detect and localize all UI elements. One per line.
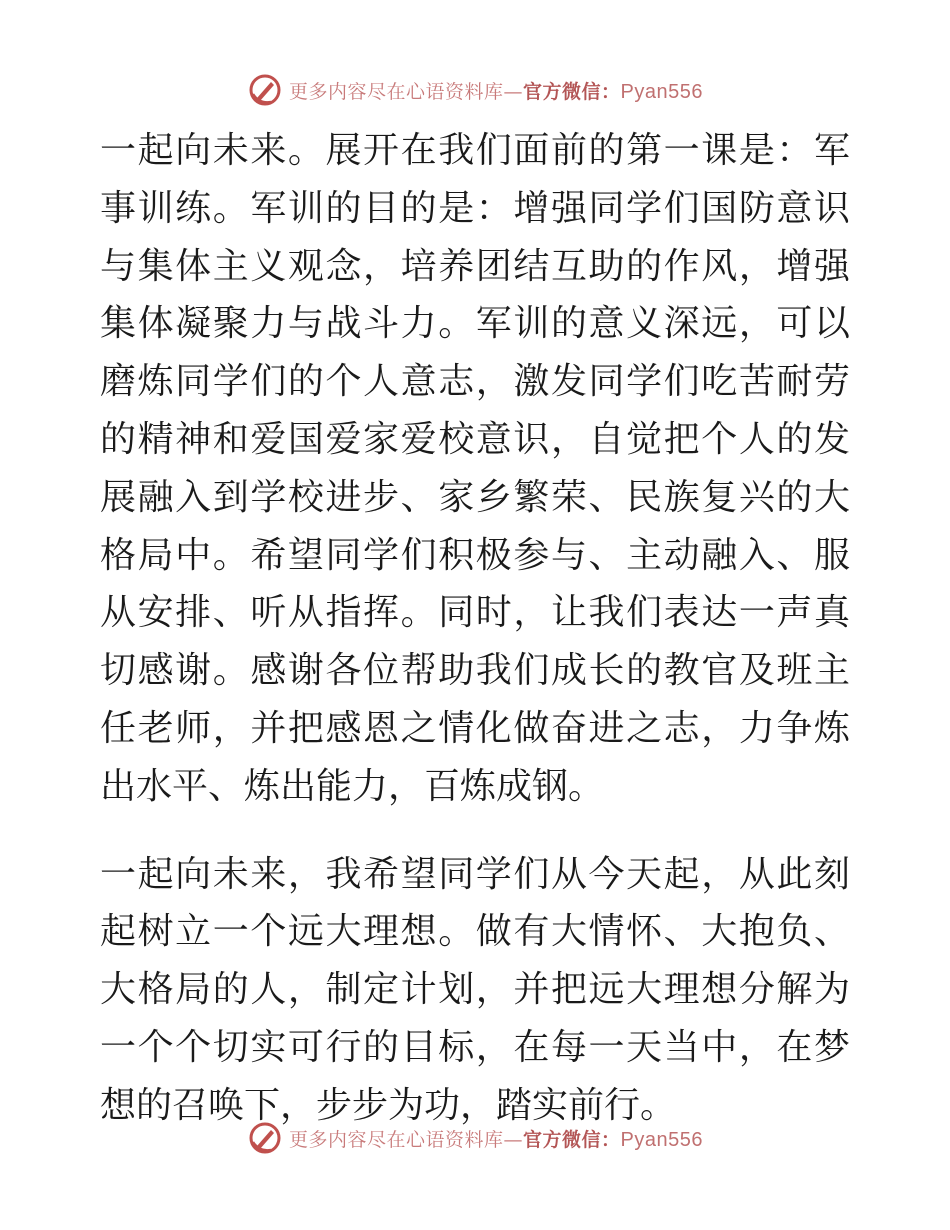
banner-dash: — (503, 80, 524, 103)
paragraph-1: 一起向未来。展开在我们面前的第一课是：军事训练。军训的目的是：增强同学们国防意识与集体主义观念，培养团结互助的作风，增强集体凝聚力与战斗力。军训的意义深远，可以磨炼同学们的个人意志，激发同学们吃苦耐劳的精神和爱国爱家爱校意识，自觉把个人的发展融入到学校进步、家乡繁荣、民族复兴的大格局中。希望同学们积极参与、主动融入、服从安排、听从指挥。同时，让我们表达一声真切感谢。感谢各位帮助我们成长的教官及班主任老师，并把感恩之情化做奋进之志，力争炼出水平、炼出能力，百炼成钢。 (100, 130, 850, 807)
banner-wechat-id: Pyan556 (620, 1128, 703, 1151)
pen-swirl-logo-icon (247, 1120, 283, 1156)
banner-wechat-label: 官方微信： (523, 1128, 621, 1151)
paragraph-2: 一起向未来，我希望同学们从今天起，从此刻起树立一个远大理想。做有大情怀、大抱负、大格局的人，制定计划，并把远大理想分解为一个个切实可行的目标，在每一天当中，在梦想的召唤下，步步为功，踏实前行。 (100, 853, 850, 1126)
banner-main-text: 更多内容尽在心语资料库 (289, 80, 504, 103)
header-banner (0, 70, 950, 110)
banner-text (289, 1125, 703, 1152)
banner-text (289, 77, 703, 104)
pen-swirl-logo-icon (247, 72, 283, 108)
banner-wechat-id: Pyan556 (620, 80, 703, 103)
banner-main-text: 更多内容尽在心语资料库 (289, 1128, 504, 1151)
document-body (100, 122, 850, 1135)
banner-dash: — (503, 1128, 524, 1151)
banner-wechat-label: 官方微信： (523, 80, 621, 103)
footer-banner (0, 1118, 950, 1158)
